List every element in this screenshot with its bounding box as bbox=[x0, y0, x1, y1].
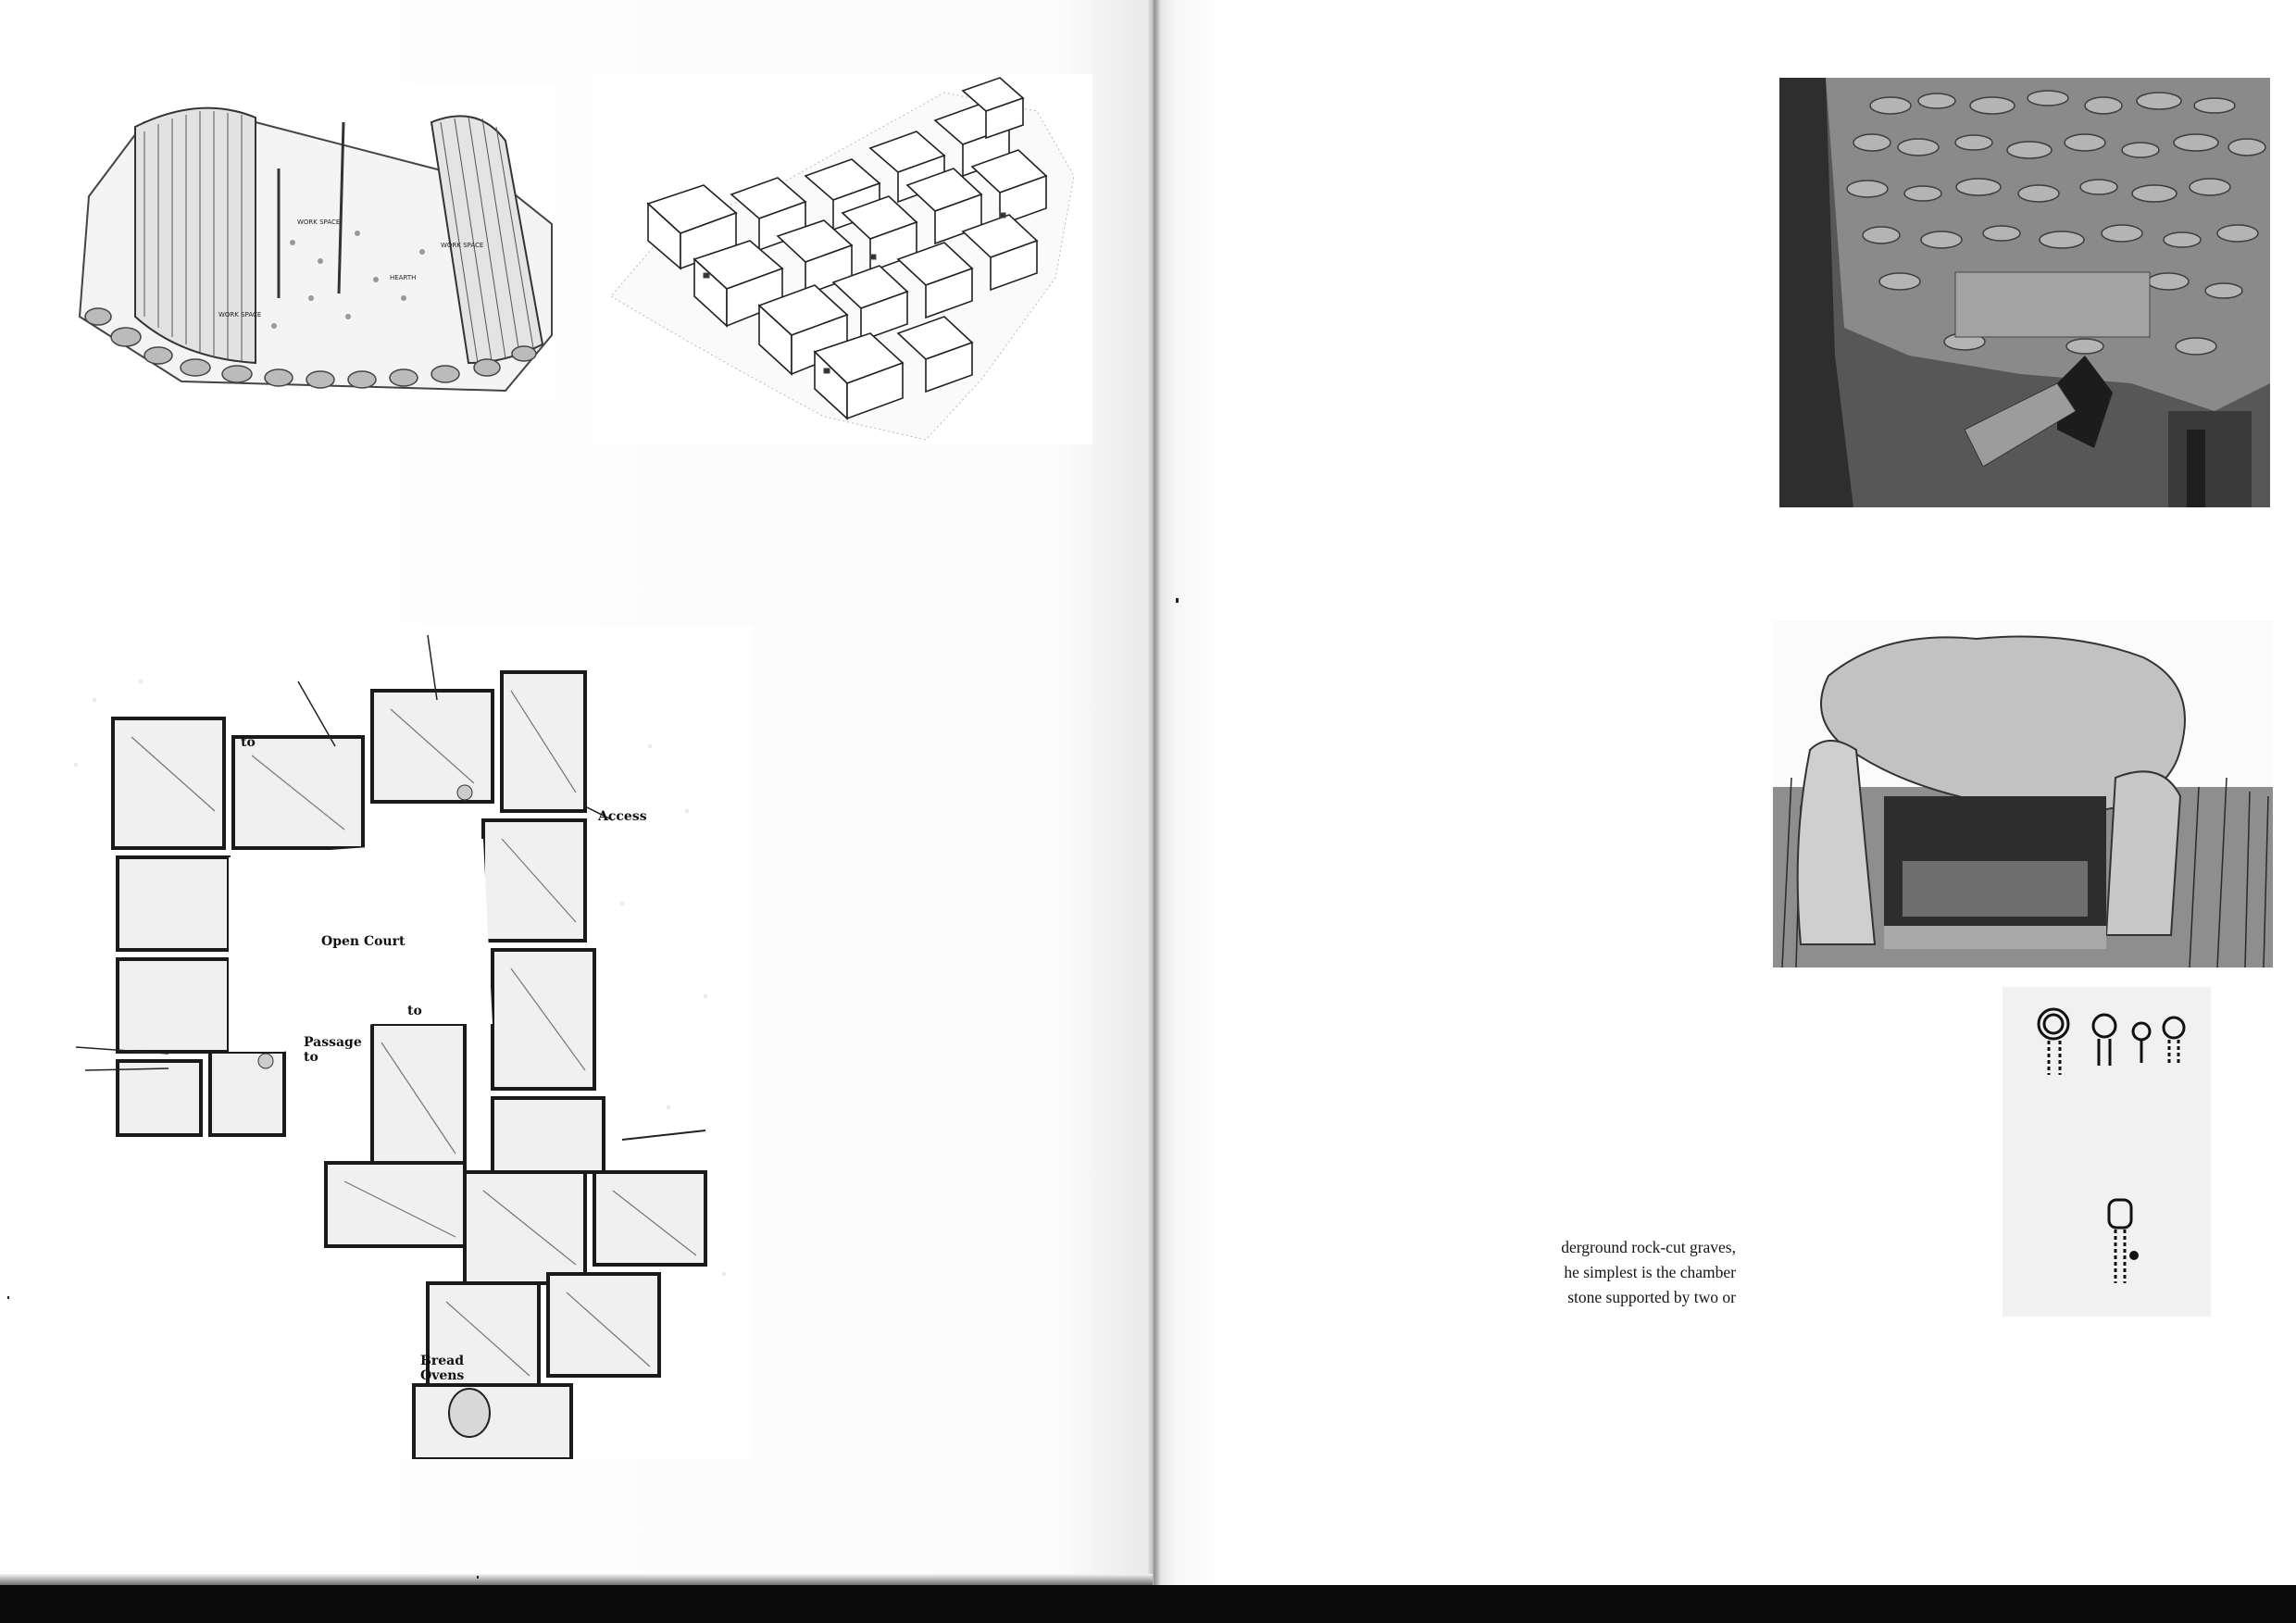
plan-label-open-court: Open Court bbox=[321, 934, 406, 949]
hut-label-work-space-2: WORK SPACE bbox=[441, 242, 484, 249]
bead-necklace-drawing bbox=[2003, 987, 2211, 1317]
dolmen-photo bbox=[1773, 620, 2273, 968]
scan-speck bbox=[1176, 598, 1179, 603]
body-text-line: stone supported by two or bbox=[1567, 1288, 1736, 1306]
stone-tower-photo bbox=[1779, 78, 2270, 507]
hut-label-hearth: HEARTH bbox=[390, 274, 417, 281]
plan-label-to-top: to bbox=[241, 735, 256, 750]
plan-label-ovens: Ovens bbox=[420, 1368, 465, 1383]
town-illustration bbox=[593, 74, 1092, 444]
plan-label-to-mid: to bbox=[407, 1004, 422, 1018]
hut-label-work-space-3: WORK SPACE bbox=[218, 311, 262, 318]
plan-label-access: Access bbox=[598, 809, 647, 824]
settlement-floor-plan bbox=[57, 626, 752, 1459]
body-text-line: he simplest is the chamber bbox=[1564, 1263, 1736, 1281]
body-text-line: derground rock-cut graves, bbox=[1561, 1238, 1736, 1256]
plan-label-bread: Bread bbox=[420, 1354, 464, 1368]
hut-illustration bbox=[70, 85, 556, 400]
plan-label-passage-to: to bbox=[304, 1050, 318, 1065]
hut-label-work-space-1: WORK SPACE bbox=[297, 218, 341, 226]
body-text-fragment bbox=[1477, 1235, 1736, 1310]
scan-speck bbox=[477, 1576, 479, 1579]
book-gutter bbox=[1146, 0, 1161, 1592]
scan-bottom-edge bbox=[0, 1585, 2296, 1623]
scan-speck bbox=[7, 1296, 9, 1299]
plan-label-passage: Passage bbox=[304, 1035, 362, 1050]
